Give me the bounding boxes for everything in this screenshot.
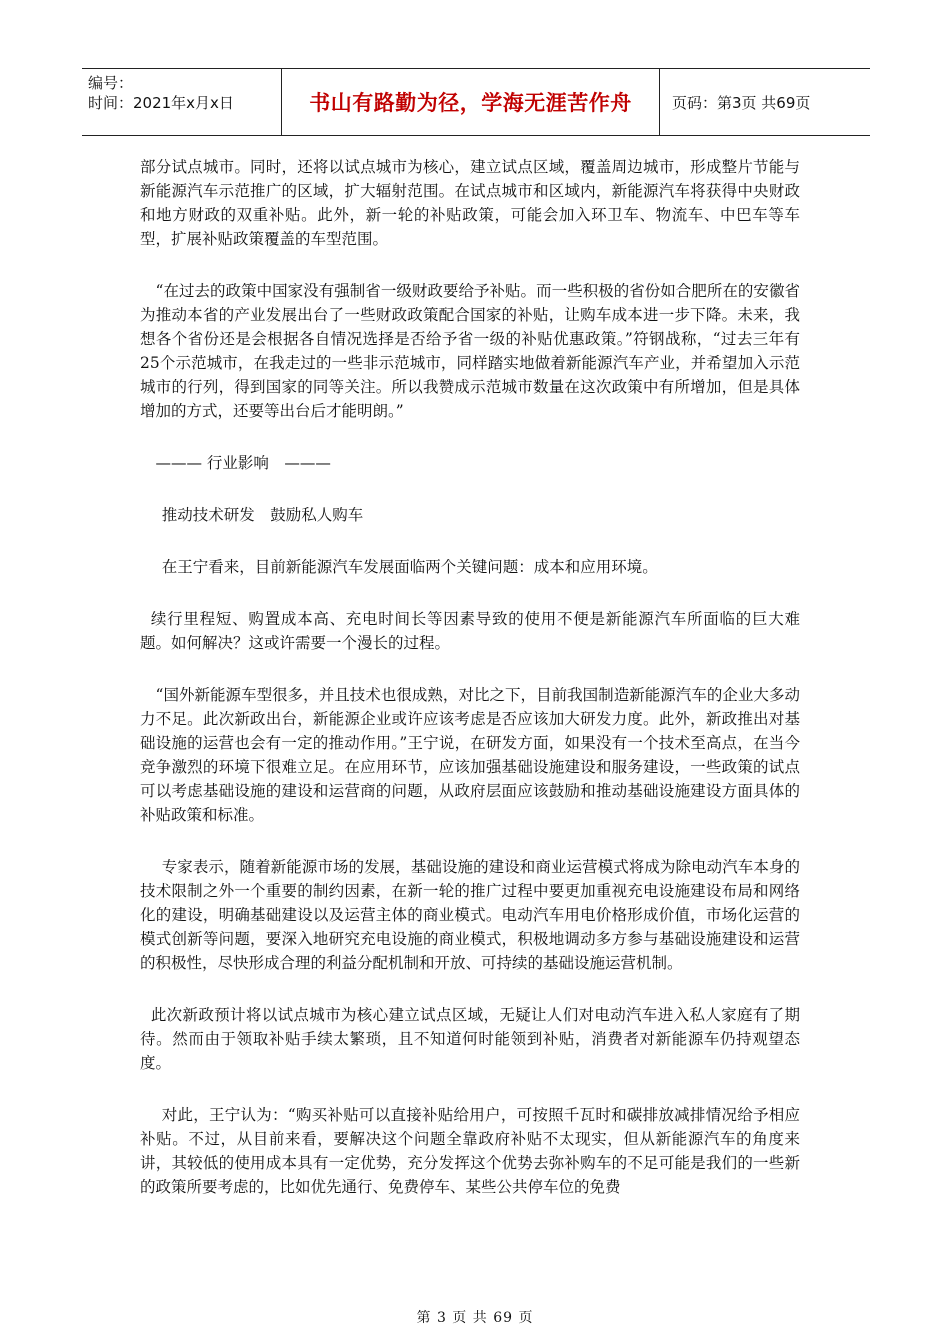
header-meta xyxy=(82,69,282,135)
page-footer: 第 3 页 共 69 页 xyxy=(416,1310,534,1326)
paragraph: 此次新政预计将以试点城市为核心建立试点区域，无疑让人们对电动汽车进入私人家庭有了期待。然而由于领取补贴手续太繁琐，且不知道何时能领到补贴，消费者对新能源车仍持观望态度。 xyxy=(140,1006,800,1072)
section-divider-heading: ——— 行业影响 ——— xyxy=(155,454,331,472)
time-label: 时间：2021年x月x日 xyxy=(88,94,234,112)
paragraph: 在王宁看来，目前新能源汽车发展面临两个关键问题：成本和应用环境。 xyxy=(161,558,658,576)
header-page-number: 页码：第3页 共69页 xyxy=(672,93,811,112)
paragraph: 对此，王宁认为：“购买补贴可以直接补贴给用户，可按照千瓦时和碳排放减排情况给予相应补贴。不过，从目前来看，要解决这个问题全靠政府补贴不太现实，但从新能源汽车的角度来讲，其较低的使用成本具有一定优势，充分发挥这个优势去弥补购车的不足可能是我们的一些新的政策所要考虑的，比如优先通行、免费停车、某些公共停车位的免费 xyxy=(140,1106,800,1196)
document-body xyxy=(140,155,800,1227)
page-header xyxy=(82,68,870,136)
paragraph: 续行里程短、购置成本高、充电时间长等因素导致的使用不便是新能源汽车所面临的巨大难题。如何解决？这或许需要一个漫长的过程。 xyxy=(140,610,800,652)
paragraph: “国外新能源车型很多，并且技术也很成熟，对比之下，目前我国制造新能源汽车的企业大多动力不足。此次新政出台，新能源企业或许应该考虑是否应该加大研发力度。此外，新政推出对基础设施的运营也会有一定的推动作用。”王宁说，在研发方面，如果没有一个技术至高点，在当今竞争激烈的环境下很难立足。在应用环节，应该加强基础设施建设和服务建设，一些政策的试点可以考虑基础设施的建设和运营商的问题，从政府层面应该鼓励和推动基础设施建设方面具体的补贴政策和标准。 xyxy=(140,686,800,824)
section-subheading: 推动技术研发 鼓励私人购车 xyxy=(161,506,364,524)
paragraph: 部分试点城市。同时，还将以试点城市为核心，建立试点区域，覆盖周边城市，形成整片节能与新能源汽车示范推广的区域，扩大辐射范围。在试点城市和区域内，新能源汽车将获得中央财政和地方财政的双重补贴。此外，新一轮的补贴政策，可能会加入环卫车、物流车、中巴车等车型，扩展补贴政策覆盖的车型范围。 xyxy=(140,158,800,248)
paragraph: “在过去的政策中国家没有强制省一级财政要给予补贴。而一些积极的省份如合肥所在的安徽省为推动本省的产业发展出台了一些财政政策配合国家的补贴，让购车成本进一步下降。未来，我想各个省份还是会根据各自情况选择是否给予省一级的补贴优惠政策。”符钢战称，“过去三年有25个示范城市，在我走过的一些非示范城市，同样踏实地做着新能源汽车产业，并希望加入示范城市的行列，得到国家的同等关注。所以我赞成示范城市数量在这次政策中有所增加，但是具体增加的方式，还要等出台后才能明朗。” xyxy=(140,282,800,420)
number-label: 编号： xyxy=(88,74,134,92)
paragraph: 专家表示，随着新能源市场的发展，基础设施的建设和商业运营模式将成为除电动汽车本身的技术限制之外一个重要的制约因素，在新一轮的推广过程中要更加重视充电设施建设布局和网络化的建设，明确基础建设以及运营主体的商业模式。电动汽车用电价格形成价值，市场化运营的模式创新等问题，要深入地研究充电设施的商业模式，积极地调动多方参与基础设施建设和运营的积极性，尽快形成合理的利益分配机制和开放、可持续的基础设施运营机制。 xyxy=(140,858,800,972)
header-motto: 书山有路勤为径，学海无涯苦作舟 xyxy=(282,69,660,135)
